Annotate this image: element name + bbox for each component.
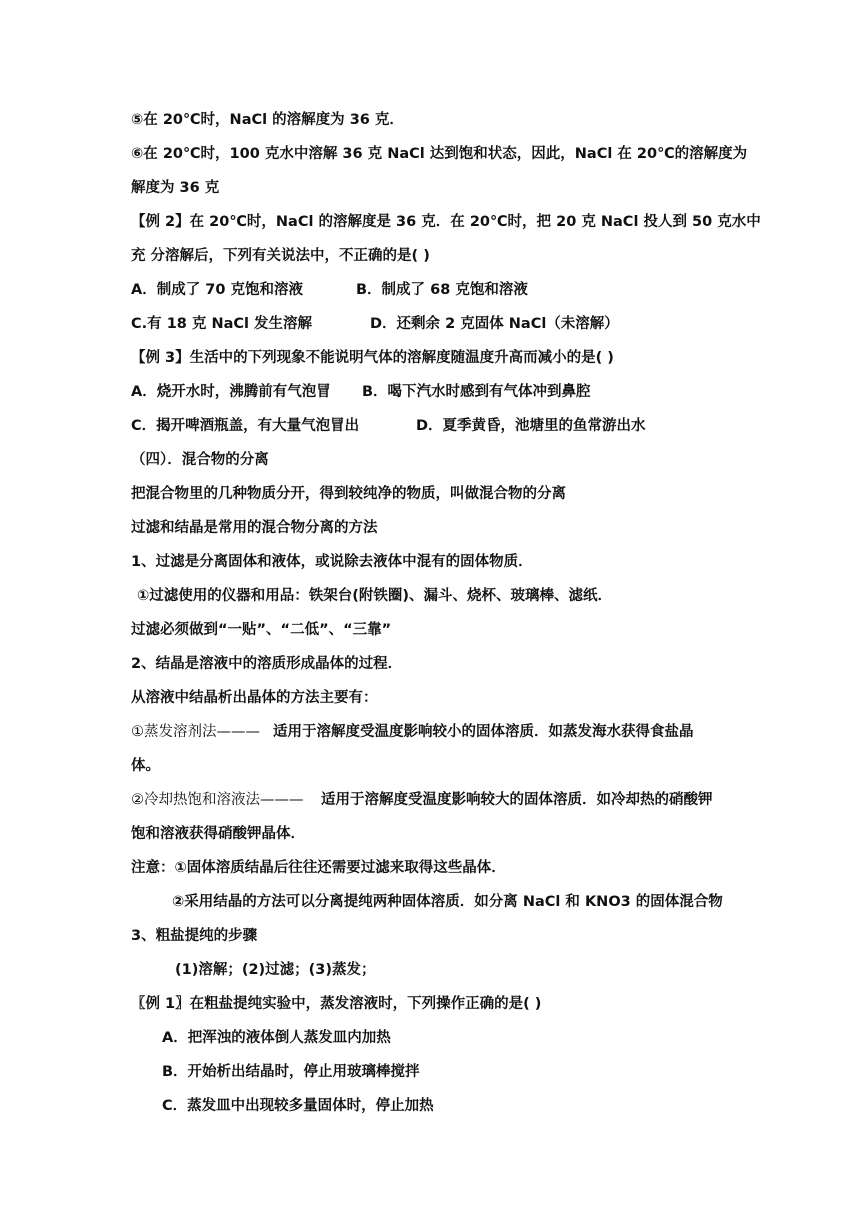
- section-heading: （四）．混合物的分离: [131, 452, 269, 468]
- text-line-method-1-desc: 适用于溶解度受温度影响较小的固体溶质．如蒸发海水获得食盐晶: [273, 724, 694, 740]
- text-line-fact-5: ⑤在 20℃时，NaCl 的溶解度为 36 克．: [131, 112, 404, 128]
- text-line-method-1-cont: 体。: [131, 758, 160, 774]
- option-d: D．还剩余 2 克固体 NaCl（未溶解）: [370, 316, 619, 332]
- text-line-note-1: 注意：①固体溶质结晶后往往还需要过滤来取得这些晶体．: [131, 860, 506, 876]
- text-line-purification: 3、粗盐提纯的步骤: [131, 928, 258, 944]
- text-line-method-1-label: ①蒸发溶剂法———: [131, 724, 260, 740]
- text-line-purification-steps: (1)溶解；(2)过滤；(3)蒸发；: [175, 962, 376, 978]
- option-b: B．喝下汽水时感到有气体冲到鼻腔: [362, 384, 591, 400]
- text-line-example-2-cont: 充 分溶解后，下列有关说法中，不正确的是( ): [131, 248, 430, 264]
- option-a: A．把浑浊的液体倒人蒸发皿内加热: [162, 1030, 391, 1046]
- option-b: B．开始析出结晶时，停止用玻璃棒搅拌: [162, 1064, 420, 1080]
- text-line-example-2: 【例 2】在 20℃时，NaCl 的溶解度是 36 克．在 20℃时，把 20 克 NaCl 投人到 50 克水中: [131, 214, 761, 230]
- text-line-example-3: 【例 3】生活中的下列现象不能说明气体的溶解度随温度升高而减小的是( ): [131, 350, 614, 366]
- text-line-filtration-rule: 过滤必须做到“一贴”、“二低”、“三靠”: [131, 622, 392, 638]
- option-a: A．烧开水时，沸腾前有气泡冒: [131, 384, 331, 400]
- text-line-fact-6-cont: 解度为 36 克: [131, 180, 220, 196]
- option-c: C.有 18 克 NaCl 发生溶解: [131, 316, 313, 332]
- option-c: C．蒸发皿中出现较多量固体时，停止加热: [162, 1098, 434, 1114]
- text-line-crystallization: 2、结晶是溶液中的溶质形成晶体的过程．: [131, 656, 403, 672]
- option-d: D．夏季黄昏，池塘里的鱼常游出水: [416, 418, 646, 434]
- text-line-definition: 把混合物里的几种物质分开，得到较纯净的物质，叫做混合物的分离: [131, 486, 566, 502]
- option-a: A．制成了 70 克饱和溶液: [131, 282, 303, 298]
- text-line-fact-6: ⑥在 20℃时，100 克水中溶解 36 克 NaCl 达到饱和状态，因此，NaCl 在 20℃的溶解度为: [131, 146, 748, 162]
- text-line-crystallization-methods: 从溶液中结晶析出晶体的方法主要有：: [131, 690, 378, 706]
- option-c: C．揭开啤酒瓶盖，有大量气泡冒出: [131, 418, 360, 434]
- option-b: B．制成了 68 克饱和溶液: [356, 282, 528, 298]
- text-line-methods: 过滤和结晶是常用的混合物分离的方法: [131, 520, 378, 536]
- text-line-note-2: ②采用结晶的方法可以分离提纯两种固体溶质．如分离 NaCl 和 KNO3 的固体混合物: [172, 894, 723, 910]
- text-line-method-2-label: ②冷却热饱和溶液法———: [131, 792, 304, 808]
- text-line-example-1: 〖例 1〗在粗盐提纯实验中，蒸发溶液时，下列操作正确的是( ): [131, 996, 542, 1012]
- text-line-filtration: 1、过滤是分离固体和液体，或说除去液体中混有的固体物质．: [131, 554, 533, 570]
- text-line-filtration-tools: ①过滤使用的仪器和用品：铁架台(附铁圈)、漏斗、烧杯、玻璃棒、滤纸．: [137, 588, 613, 604]
- text-line-method-2-desc: 适用于溶解度受温度影响较大的固体溶质．如冷却热的硝酸钾: [321, 792, 713, 808]
- text-line-method-2-cont: 饱和溶液获得硝酸钾晶体．: [131, 826, 305, 842]
